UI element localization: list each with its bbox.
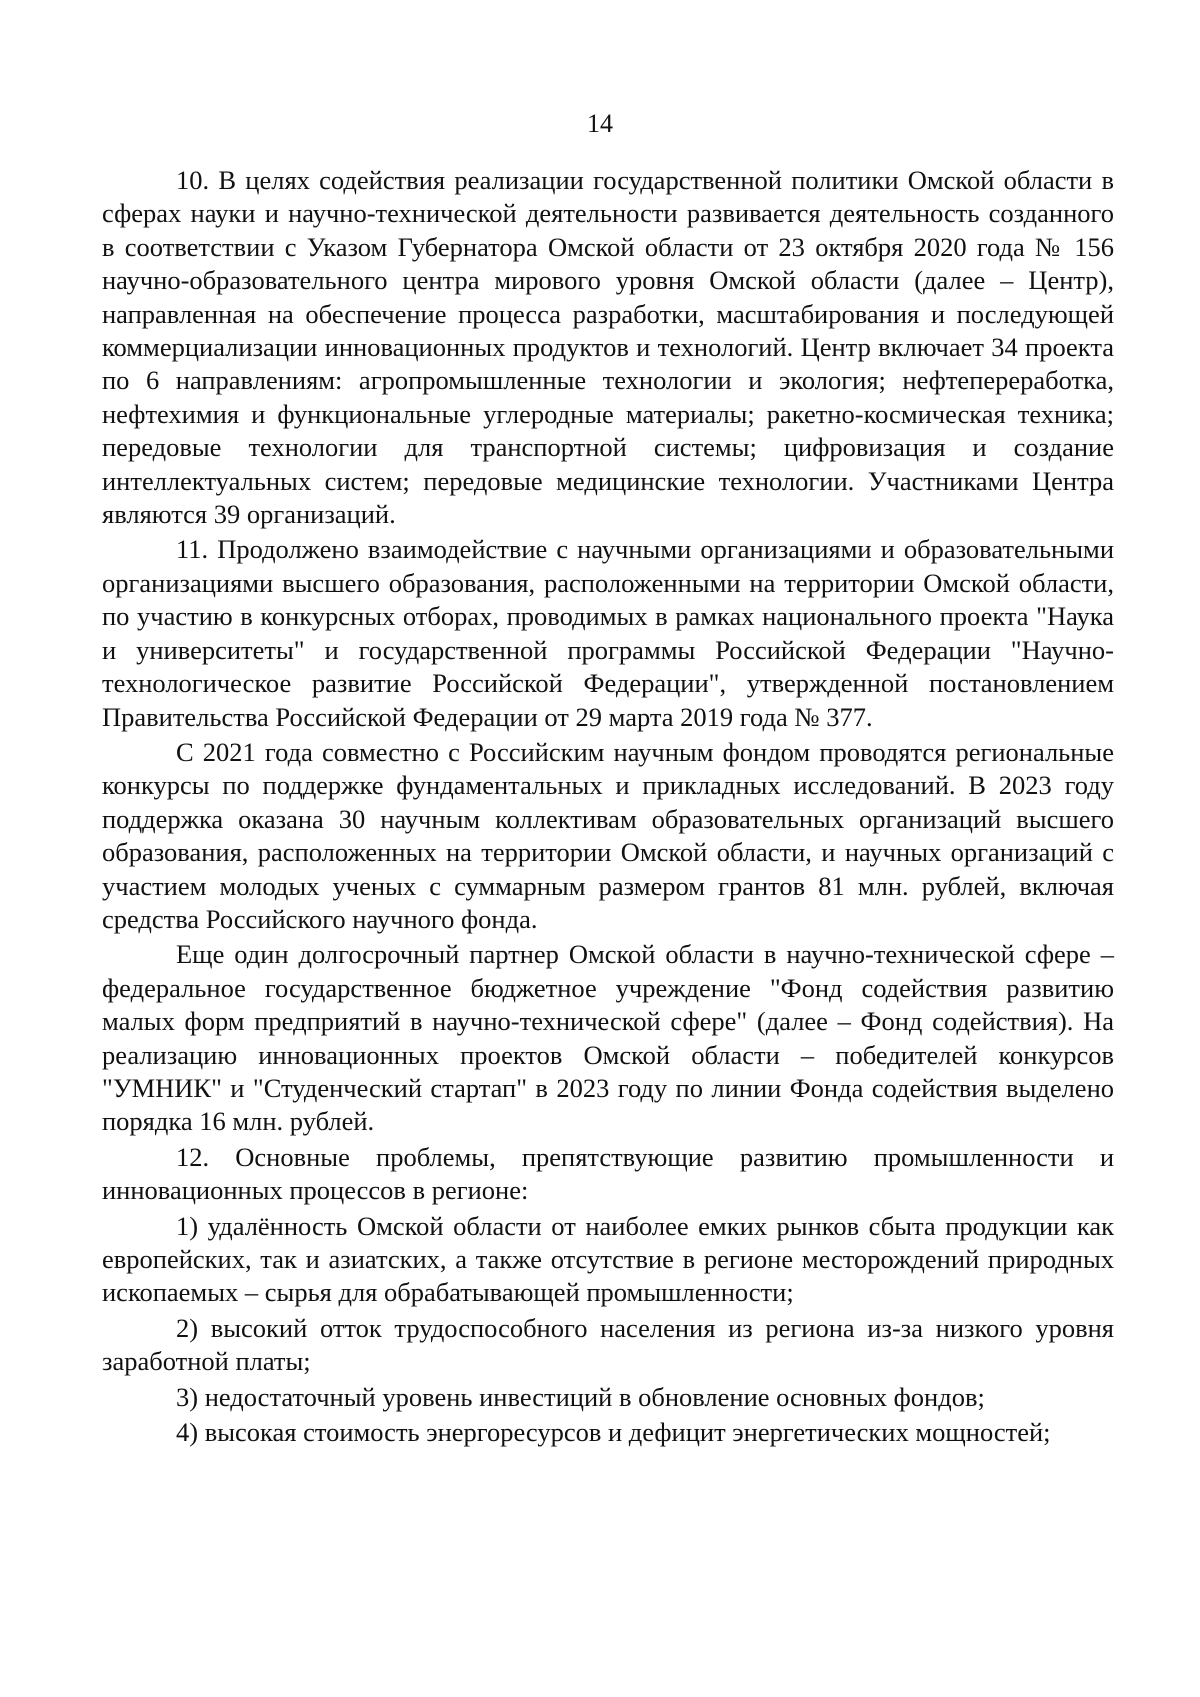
document-body — [102, 164, 1114, 1449]
list-item-problem-3: 3) недостаточный уровень инвестиций в обновление основных фондов; — [176, 1381, 985, 1412]
paragraph-12-problems: 12. Основные проблемы, препятствующие развитию промышленности и инновационных процессов в регионе: — [102, 1141, 1114, 1206]
paragraph-10-science-center: 10. В целях содействия реализации государственной политики Омской области в сферах науки и научно-технической деятельности развивается деятельность созданного в соответствии с Указом Губернатора Омской области от 23 октября 2020 года № 156 научно-образовательного центра мирового уровня Омской области (далее – Центр), направленная на обеспечение процесса разработки, масштабирования и последующей коммерциализации инновационных продуктов и технологий. Центр включает 34 проекта по 6 направлениям: агропромышленные технологии и экология; нефтепереработка, нефтехимия и функциональные углеродные материалы; ракетно-космическая техника; передовые технологии для транспортной системы; цифровизация и создание интеллектуальных систем; передовые медицинские технологии. Участниками Центра являются 39 организаций. — [102, 165, 1114, 530]
page-number: 14 — [587, 109, 613, 138]
list-item-problem-4: 4) высокая стоимость энергоресурсов и дефицит энергетических мощностей; — [176, 1417, 1051, 1448]
list-item-problem-1: 1) удалённость Омской области от наиболее емких рынков сбыта продукции как европейских, так и азиатских, а также отсутствие в регионе месторождений природных ископаемых – сырья для обрабатывающей промышленности; — [102, 1210, 1114, 1308]
list-item-problem-2: 2) высокий отток трудоспособного населения из региона из-за низкого уровня заработной платы; — [102, 1312, 1114, 1377]
paragraph-science-foundation-grants: С 2021 года совместно с Российским научным фондом проводятся региональные конкурсы по поддержке фундаментальных и прикладных исследований. В 2023 году поддержка оказана 30 научным коллективам образовательных организаций высшего образования, расположенных на территории Омской области, и научных организаций с участием молодых ученых с суммарным размером грантов 81 млн. рублей, включая средства Российского научного фонда. — [102, 736, 1114, 934]
paragraph-11-cooperation: 11. Продолжено взаимодействие с научными организациями и образовательными организациями высшего образования, расположенными на территории Омской области, по участию в конкурсных отборах, проводимых в рамках национального проекта "Наука и университеты" и государственной программы Российской Федерации "Научно-технологическое развитие Российской Федерации", утвержденной постановлением Правительства Российской Федерации от 29 марта 2019 года № 377. — [102, 534, 1114, 732]
paragraph-innovation-fund: Еще один долгосрочный партнер Омской области в научно-технической сфере – федеральное государственное бюджетное учреждение "Фонд содействия развитию малых форм предприятий в научно-технической сфере" (далее – Фонд содействия). На реализацию инновационных проектов Омской области – победителей конкурсов "УМНИК" и "Студенческий стартап" в 2023 году по линии Фонда содействия выделено порядка 16 млн. рублей. — [102, 939, 1114, 1137]
